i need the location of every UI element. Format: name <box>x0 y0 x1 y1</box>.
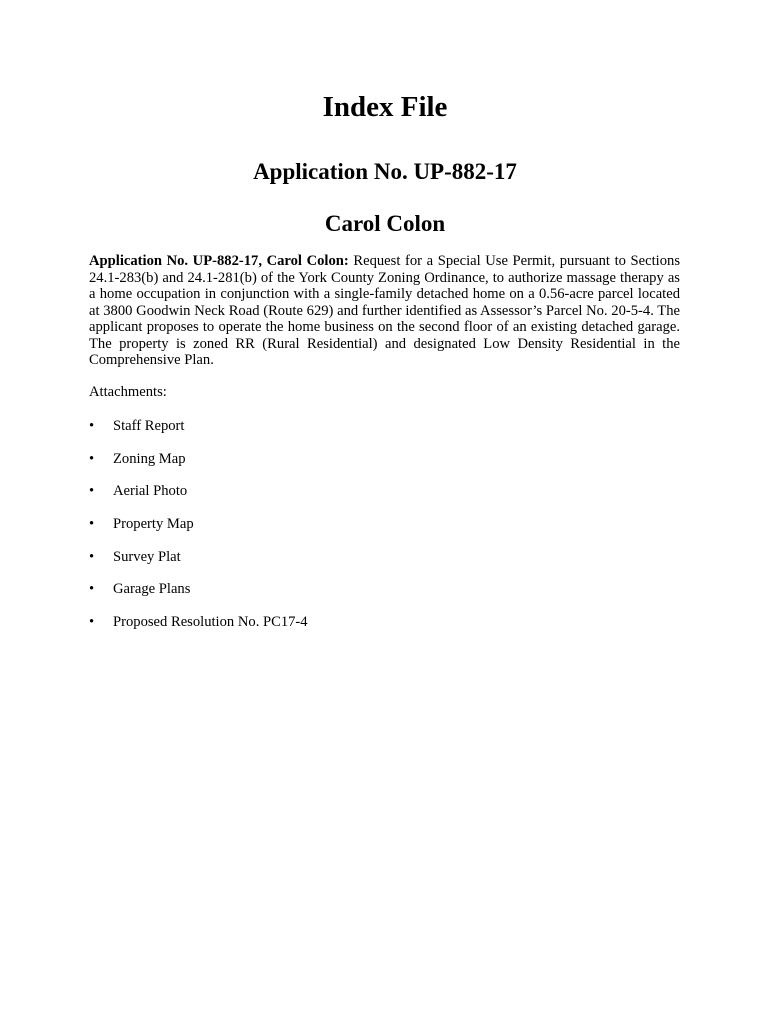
bullet-icon: • <box>89 548 95 565</box>
description-body: Request for a Special Use Permit, pursuant to Sections 24.1-283(b) and 24.1-281(b) of the York County Zoning Ordinance, to authorize massage therapy as a home occupation in conjunction with a single-family detached home on a 0.56-acre parcel located at 3800 Goodwin Neck Road (Route 629) and further identified as Assessor’s Parcel No. 20-5-4. The applicant proposes to operate the home business on the second floor of an existing detached garage. The property is zoned RR (Rural Residential) and designated Low Density Residential in the Comprehensive Plan. <box>89 253 680 368</box>
attachment-label: Property Map <box>113 516 194 533</box>
bullet-icon: • <box>89 614 95 631</box>
bullet-icon: • <box>89 516 95 533</box>
application-description <box>89 253 680 369</box>
bullet-icon: • <box>89 483 95 500</box>
document-title: Index File <box>322 91 448 123</box>
bullet-icon: • <box>89 450 95 467</box>
attachment-label: Staff Report <box>113 418 185 434</box>
description-lead: Application No. UP-882-17, Carol Colon: <box>89 253 349 269</box>
applicant-name-heading: Carol Colon <box>324 211 446 236</box>
attachment-label: Zoning Map <box>113 450 186 467</box>
attachment-label: Proposed Resolution No. PC17-4 <box>113 614 308 631</box>
bullet-icon: • <box>89 581 95 598</box>
bullet-icon: • <box>89 418 95 434</box>
attachment-label: Aerial Photo <box>113 483 188 500</box>
attachment-label: Survey Plat <box>113 548 181 565</box>
attachments-label: Attachments: <box>89 384 167 400</box>
attachment-label: Garage Plans <box>113 581 191 598</box>
application-number-heading: Application No. UP-882-17 <box>253 159 517 184</box>
